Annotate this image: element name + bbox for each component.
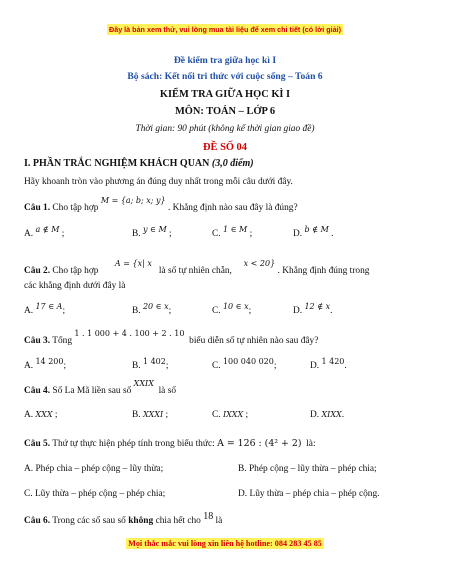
question-6-post: là <box>213 516 223 526</box>
question-4-pre: Số La Mã liền sau số <box>50 386 132 396</box>
option-math: 14 200 <box>35 357 64 366</box>
question-3-label: Câu 3. <box>24 336 51 346</box>
question-2-pre: Cho tập hợp <box>50 266 99 276</box>
option-text: Lũy thừa – phép chia – phép cộng. <box>249 489 380 499</box>
q3-option-c[interactable] <box>212 357 277 371</box>
option-tail: ; <box>63 361 67 371</box>
option-text: Phép chia – phép cộng – lũy thừa; <box>35 464 164 474</box>
option-text: Phép cộng – lũy thừa – phép chia; <box>248 464 377 474</box>
option-tail: . <box>331 229 334 239</box>
question-3-math: 1 . 1 000 + 4 . 100 + 2 . 10 <box>74 329 185 338</box>
section-title <box>24 158 254 169</box>
q5-option-a[interactable] <box>24 464 163 474</box>
q5-option-c[interactable] <box>24 489 165 499</box>
option-letter: B. <box>132 410 141 420</box>
q4-option-a[interactable] <box>24 410 58 420</box>
q3-option-d[interactable] <box>310 357 347 371</box>
q4-option-d[interactable] <box>310 410 344 420</box>
q4-option-c[interactable] <box>212 410 248 420</box>
option-letter: B. <box>132 361 141 371</box>
question-2 <box>24 259 370 276</box>
option-math: 100 040 020 <box>222 357 274 366</box>
option-math: 20 ∈ x <box>142 302 169 311</box>
option-letter: D. <box>310 410 320 420</box>
option-letter: C. <box>212 229 221 239</box>
question-2-line-2: các khẳng định dưới đây là <box>24 281 126 291</box>
option-letter: B. <box>238 464 247 474</box>
question-4-post: là số <box>158 386 177 396</box>
option-letter: D. <box>238 489 248 499</box>
option-tail: ; <box>61 229 65 239</box>
question-3 <box>24 329 319 346</box>
question-4-label: Câu 4. <box>24 386 51 396</box>
question-1-label: Câu 1. <box>24 203 51 213</box>
q5-option-b[interactable] <box>238 464 377 474</box>
option-letter: D. <box>293 306 303 316</box>
question-6-math: 18 <box>203 511 214 522</box>
q2-option-a[interactable] <box>24 302 66 316</box>
q2-option-d[interactable] <box>293 302 333 316</box>
option-tail: ; <box>62 306 66 316</box>
hotline-banner-text: Mọi thắc mắc vui lòng xin liên hệ hotline: 084 283 45 85 <box>128 539 322 548</box>
question-5-math: A = 126 : (4² + 2) <box>217 438 302 449</box>
question-2-math-1: A = {x| x <box>114 259 152 268</box>
option-letter: A. <box>24 306 34 316</box>
question-3-post: biểu diễn số tự nhiên nào sau đây? <box>189 336 319 346</box>
option-tail: ; <box>245 410 249 420</box>
option-letter: A. <box>24 229 34 239</box>
question-5-post: là: <box>306 439 316 449</box>
q5-option-d[interactable] <box>238 489 380 499</box>
question-1-post: . Khẳng định nào sau đây là đúng? <box>167 203 298 213</box>
option-tail: ; <box>169 229 172 239</box>
option-letter: D. <box>293 229 303 239</box>
option-math: 12 ∉ x <box>304 302 331 311</box>
option-math: IXXX <box>222 410 244 419</box>
option-tail: ; <box>165 361 169 371</box>
option-math: 1 402 <box>142 357 166 366</box>
question-1 <box>24 196 298 213</box>
option-tail: ; <box>273 361 277 371</box>
question-2-math-2: x < 20} <box>243 259 276 268</box>
subject-title: MÔN: TOÁN – LỚP 6 <box>174 106 276 117</box>
option-tail: . <box>344 361 347 371</box>
question-4-math: XXIX <box>133 379 154 388</box>
option-text: Lũy thừa – phép cộng – phép chia; <box>34 489 166 499</box>
question-4 <box>24 379 177 396</box>
question-2-label: Câu 2. <box>24 266 51 276</box>
q1-option-b[interactable] <box>132 225 172 239</box>
option-math: y ∈ M <box>142 225 167 234</box>
option-math: a ∉ M <box>35 225 60 234</box>
question-6 <box>24 511 223 526</box>
option-math: XXX <box>35 410 53 419</box>
exam-title: Đề kiểm tra giữa học kì I <box>173 55 277 66</box>
exam-code: ĐỀ SỐ 04 <box>203 142 247 153</box>
question-5-label: Câu 5. <box>24 439 51 449</box>
q1-option-a[interactable] <box>24 225 65 239</box>
question-1-pre: Cho tập hợp <box>50 203 99 213</box>
option-letter: A. <box>24 410 34 420</box>
preview-banner <box>0 25 450 34</box>
option-letter: C. <box>212 361 221 371</box>
option-math: 1 ∈ M <box>222 225 248 234</box>
option-letter: C. <box>24 489 33 499</box>
question-5 <box>24 438 316 449</box>
option-letter: C. <box>212 410 221 420</box>
question-5-pre: Thứ tự thực hiện phép tính trong biểu thức: <box>50 439 215 449</box>
exam-time: Thời gian: 90 phút (không kể thời gian giao đề) <box>135 124 315 134</box>
option-letter: C. <box>212 306 221 316</box>
section-title-text: I. PHẦN TRẮC NGHIỆM KHÁCH QUAN <box>24 158 212 169</box>
section-instruction: Hãy khoanh tròn vào phương án đúng duy nhất trong mỗi câu dưới đây. <box>24 177 293 187</box>
section-points: (3,0 điểm) <box>211 158 254 169</box>
main-title: KIỂM TRA GIỮA HỌC KÌ I <box>159 89 291 100</box>
option-math: 17 ∈ A <box>35 302 63 311</box>
q3-option-a[interactable] <box>24 357 67 371</box>
option-tail: . <box>330 306 333 316</box>
question-1-math: M = {a; b; x; y} <box>100 196 166 205</box>
option-math: 10 ∈ x <box>222 302 249 311</box>
option-math: XIXX <box>321 410 342 419</box>
question-6-bold: không <box>128 516 154 526</box>
q1-option-d[interactable] <box>293 225 334 239</box>
question-2-post: . Khẳng định đúng trong <box>277 266 370 276</box>
option-tail: ; <box>54 410 58 420</box>
option-letter: A. <box>24 464 34 474</box>
option-math: 1 420 <box>321 357 345 366</box>
question-6-label: Câu 6. <box>24 516 51 526</box>
q3-option-b[interactable] <box>132 357 169 371</box>
option-letter: B. <box>132 229 141 239</box>
q4-option-b[interactable] <box>132 410 168 420</box>
option-tail: ; <box>249 229 253 239</box>
option-letter: B. <box>132 306 141 316</box>
hotline-banner <box>0 539 450 548</box>
book-title: Bộ sách: Kết nối tri thức với cuộc sống – Toán 6 <box>127 71 323 82</box>
option-letter: A. <box>24 361 34 371</box>
option-tail: . <box>341 410 345 420</box>
preview-banner-text: Đây là bản xem thử, vui lòng mua tài liệu để xem chi tiết (có lời giải) <box>109 25 341 34</box>
question-2-mid: là số tự nhiên chẵn, <box>158 266 232 276</box>
q1-option-c[interactable] <box>212 225 253 239</box>
option-tail: ; <box>248 306 252 316</box>
question-6-pre: Trong các số sau số <box>50 516 129 526</box>
option-math: b ∉ M <box>304 225 329 234</box>
option-math: XXXI <box>142 410 164 419</box>
q2-option-c[interactable] <box>212 302 252 316</box>
question-6-mid: chia hết cho <box>153 516 204 526</box>
question-3-pre: Tổng <box>50 336 73 346</box>
q2-option-b[interactable] <box>132 302 172 316</box>
option-letter: D. <box>310 361 320 371</box>
option-tail: ; <box>165 410 169 420</box>
option-tail: ; <box>168 306 172 316</box>
